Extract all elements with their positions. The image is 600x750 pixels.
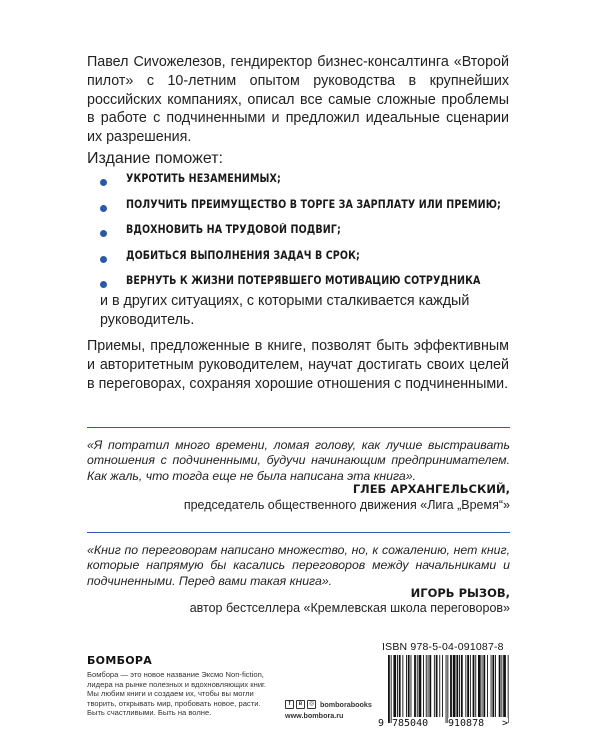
bullet-dot-icon xyxy=(100,230,107,237)
list-item: ПОЛУЧИТЬ ПРЕИМУЩЕСТВО В ТОРГЕ ЗА ЗАРПЛАТУ ИЛИ ПРЕМИЮ; xyxy=(100,194,520,220)
review-quote: «Я потратил много времени, ломая голову, как лучше выстраивать отношения с подчиненными, будучи начинающим предпринимателем. Как жаль, что тогда еще не была написана эта книга». xyxy=(87,438,510,483)
list-item: ВДОХНОВИТЬ НА ТРУДОВОЙ ПОДВИГ; xyxy=(100,219,520,245)
review-author-role: автор бестселлера «Кремлевская школа переговоров» xyxy=(189,601,510,615)
list-item: ВЕРНУТЬ К ЖИЗНИ ПОТЕРЯВШЕГО МОТИВАЦИЮ СОТРУДНИКА xyxy=(100,270,520,296)
facebook-icon: f xyxy=(285,700,294,709)
isbn-label: ISBN 978-5-04-091087-8 xyxy=(382,641,504,653)
review-quote: «Книг по переговорам написано множество, но, к сожалению, нет книг, которые напрямую бы касались переговоров между начальниками и подчиненными. Перед вами такая книга». xyxy=(87,543,510,588)
review-author-role: председатель общественного движения «Лига „Время“» xyxy=(183,498,510,512)
intro-paragraph: Павел Сиvожелезов, гендиректор бизнес-консалтинга «Второй пилот» с 10-летним опытом руководства в крупнейших российских компаниях, описал все самые сложные проблемы в работе с подчиненными и предложил идеальные сценарии их разрешения. xyxy=(87,54,509,146)
quote-divider xyxy=(87,532,510,533)
vk-icon: в xyxy=(296,700,305,709)
barcode-digits xyxy=(378,718,512,732)
barcode-digit-first: 9 xyxy=(378,718,385,729)
barcode-icon xyxy=(378,655,512,725)
review-author-name: ГЛЕБ АРХАНГЕЛЬСКИЙ, xyxy=(352,482,510,496)
bullet-dot-icon xyxy=(100,256,107,263)
quote-divider xyxy=(87,427,510,428)
publisher-website: www.bombora.ru xyxy=(285,711,344,720)
social-links xyxy=(285,700,372,709)
bullet-dot-icon xyxy=(100,179,107,186)
instagram-icon: ◎ xyxy=(308,701,315,707)
review-author-name: ИГОРЬ РЫЗОВ, xyxy=(410,586,510,600)
after-bullets-text: и в других ситуациях, с которыми сталкивается каждый руководитель. xyxy=(100,293,470,328)
barcode-digit-end: > xyxy=(502,718,509,729)
barcode-digits-right: 910878 xyxy=(448,718,485,729)
list-item: УКРОТИТЬ НЕЗАМЕНИМЫХ; xyxy=(100,168,520,194)
social-handle: bomborabooks xyxy=(320,700,372,709)
publisher-blurb: Бомбора — это новое название Эксмо Non-fiction, лидера на рынке полезных и вдохновляющих книг. Мы любим книги и создаем их, чтобы вы могли творить, открывать мир, пробовать новое, расти. Быть счастливыми. Быть на волне. xyxy=(87,670,267,718)
list-item: ДОБИТЬСЯ ВЫПОЛНЕНИЯ ЗАДАЧ В СРОК; xyxy=(100,245,520,271)
barcode-digits-left: 785040 xyxy=(392,718,429,729)
benefits-list xyxy=(100,168,520,296)
publisher-logo: БОМБОРА xyxy=(87,654,153,667)
bullet-dot-icon xyxy=(100,205,107,212)
benefits-paragraph: Приемы, предложенные в книге, позволят быть эффективным и авторитетным руководителем, научат достигать своих целей в переговорах, сохраняя хорошие отношения с подчиненными. xyxy=(87,338,509,392)
helps-heading: Издание поможет: xyxy=(87,150,223,167)
bullet-dot-icon xyxy=(100,281,107,288)
